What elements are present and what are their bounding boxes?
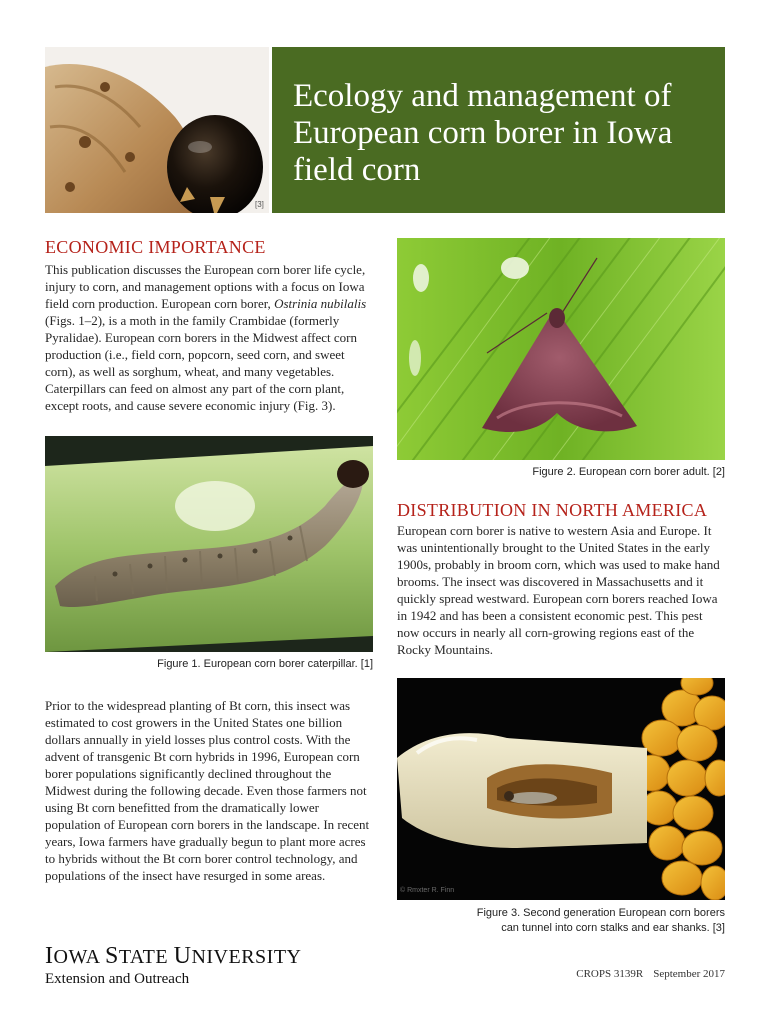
publication-date: September 2017 [653,968,725,980]
iowa-state-logo [45,943,301,988]
caterpillar-on-stalk-illustration [45,436,373,652]
logo-subtitle: Extension and Outreach [45,971,190,987]
logo-wordmark [45,943,301,970]
page-title: Ecology and management of European corn borer in Iowa field corn [293,78,673,188]
economic-importance-paragraph [45,261,367,414]
logo-word-2: TATE [118,946,174,968]
header-photo-credit: [3] [255,200,264,209]
bt-corn-paragraph: Prior to the widespread planting of Bt corn, this insect was estimated to cost growers in the United States one billion dollars annually in yield losses plus control costs. With the advent of transgenic Bt corn hybrids in 1996, European corn borer populations significantly declined throughout the Midwest during the following decade. Even those farmers not using Bt corn benefitted from the dramatically lower population of European corn borers in the landscape. In recent years, Iowa farmers have gradually begun to plant more acres to hybrids without the Bt corn borer control technology, and populations of the insect have resurged in some areas. [45,698,370,883]
distribution-paragraph: European corn borer is native to western Asia and Europe. It was unintentionally brought to the United States in the early 1900s, probably in broom corn, which was used to make hand brooms. The insect was discovered in Massachusetts and it quickly spread westward. European corn borers reached Iowa in 1942 and has been a consistent economic pest. This pest now occurs in nearly all corn-growing regions east of the Rocky Mountains. [397,523,720,657]
logo-word-1: OWA [53,946,105,968]
logo-letter-3: U [173,943,192,969]
publication-code: CROPS 3139R [576,968,644,980]
distribution-heading: DISTRIBUTION IN NORTH AMERICA [397,500,708,520]
logo-letter-2: S [104,943,119,969]
caterpillar-head-photo [45,47,269,213]
figure-3-caption-line-1: Figure 3. Second generation European corn borers [476,907,725,919]
economic-importance-heading: ECONOMIC IMPORTANCE [45,237,266,257]
figure-3-caption [397,906,725,936]
figure-1-caterpillar-photo [45,436,373,652]
figure-1-caption: Figure 1. European corn borer caterpillar. [1] [157,658,373,670]
econ-text-part-1: This publication discusses the European corn borer life cycle, injury to corn, and management options with a focus on Iowa field corn production. European corn borer, [45,262,366,311]
figure-2-moth-photo [397,238,725,460]
moth-on-leaf-illustration [397,238,725,460]
econ-text-part-2: (Figs. 1–2), is a moth in the family Crambidae (formerly Pyralidae). European corn borers in the Midwest affect corn production (i.e., field corn, popcorn, seed corn, and sweet corn), as well as sorghum, wheat, and many vegetables. Caterpillars can feed on almost any part of the corn plant, except roots, and cause severe economic injury (Fig. 3). [45,313,358,413]
figure-3-caption-line-2: can tunnel into corn stalks and ear shanks. [3] [501,922,725,934]
logo-letter-1: I [45,943,54,969]
publication-footer [545,968,725,980]
caterpillar-head-illustration [45,47,269,213]
figure-3-stalk-photo [397,678,725,900]
logo-word-3: NIVERSITY [191,946,302,968]
species-name: Ostrinia nubilalis [274,296,367,311]
figure-2-caption: Figure 2. European corn borer adult. [2] [532,466,725,478]
corn-stalk-tunnel-illustration [397,678,725,900]
figure-3-photo-credit: © Rmxter R. Finn [400,887,455,894]
